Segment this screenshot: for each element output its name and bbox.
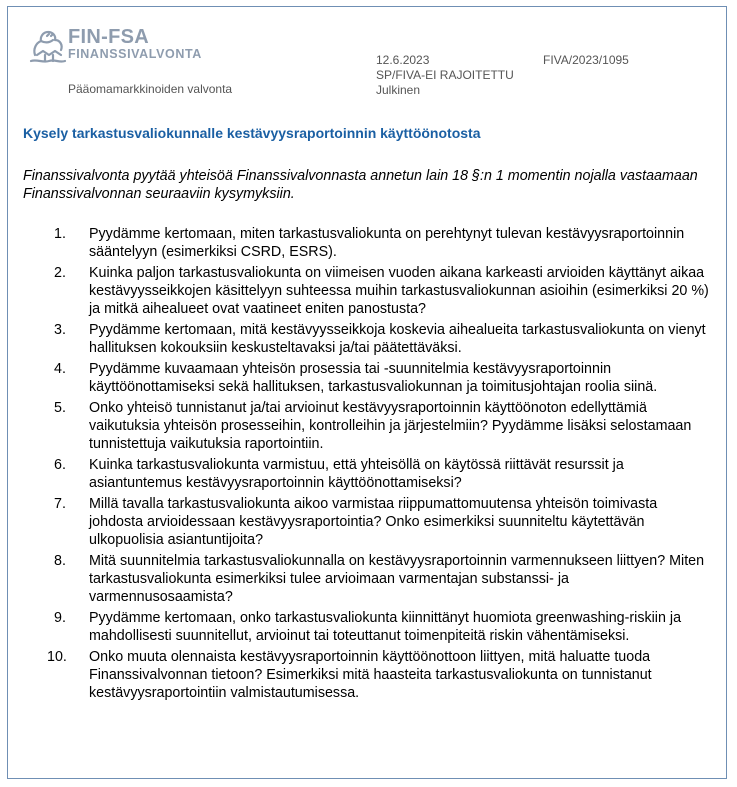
question-item: [23, 609, 715, 645]
classification: SP/FIVA-EI RAJOITETTU: [376, 68, 514, 82]
logo-wordmark: FIN-FSA: [68, 26, 149, 48]
question-item: [23, 456, 715, 492]
logo-subtitle: FINANSSIVALVONTA: [68, 47, 202, 61]
question-text: Onko muuta olennaista kestävyysraportoinnin käyttöönottoon liittyen, mitä haluatte tuoda Finanssivalvonnan tietoon? Esimerkiksi mitä haasteita tarkastusvaliokunta on tunnistanut kestävyysraportointiin valmistautumisessa.: [89, 649, 652, 701]
reference-number: FIVA/2023/1095: [543, 53, 629, 67]
question-number: 5.: [54, 400, 66, 416]
question-item: [23, 495, 715, 549]
question-text: Onko yhteisö tunnistanut ja/tai arvioinut kestävyysraportoinnin käyttöönoton edellyttämiä vaikutuksia yhteisön prosesseihin, kontrolleihin ja järjestelmiin? Pyydämme lisäksi selostamaan tunnistettuja vaikutuksia raportointiin.: [89, 400, 692, 452]
question-item: [23, 264, 715, 318]
question-number: 9.: [54, 610, 66, 626]
question-text: Pyydämme kertomaan, miten tarkastusvaliokunta on perehtynyt tulevan kestävyysraportoinnin sääntelyyn (esimerkiksi CSRD, ESRS).: [89, 226, 685, 260]
question-text: Mitä suunnitelmia tarkastusvaliokunnalla on kestävyysraportoinnin varmennukseen liittyen? Miten tarkastusvaliokunta esimerkiksi tulee arvioimaan varmentajan substanssi- ja varmennusosaamista?: [89, 553, 705, 605]
question-item: [23, 552, 715, 606]
question-number: 7.: [54, 496, 66, 512]
question-item: [23, 399, 715, 453]
question-text: Kuinka paljon tarkastusvaliokunta on viimeisen vuoden aikana karkeasti arvioiden käyttänyt aikaa kestävyysseikkojen käsittelyyn suhteessa muihin tarkastusvaliokunnan asioihin (esimerkiksi 20 %) ja mitkä aihealueet ovat vaatineet eniten panostusta?: [89, 265, 709, 317]
question-item: [23, 360, 715, 396]
question-list: [23, 225, 715, 705]
document-date: 12.6.2023: [376, 53, 430, 67]
question-number: 1.: [54, 226, 66, 242]
fin-fsa-lion-logo: [27, 25, 67, 67]
question-text: Pyydämme kuvaamaan yhteisön prosessia tai -suunnitelmia kestävyysraportoinnin käyttöönottamiseksi sekä hallituksen, tarkastusvaliokunnan ja toimitusjohtajan roolia siinä.: [89, 361, 658, 395]
department-name: Pääomamarkkinoiden valvonta: [68, 82, 233, 96]
question-number: 8.: [54, 553, 66, 569]
question-text: Pyydämme kertomaan, onko tarkastusvaliokunta kiinnittänyt huomiota greenwashing-riskiin ja mahdollisesti suunnitellut, arvioinut tai toteuttanut toimenpiteitä riskin vähentämiseksi.: [89, 610, 682, 644]
question-number: 10.: [47, 649, 67, 665]
question-item: [23, 225, 715, 261]
question-item: [23, 648, 715, 702]
question-item: [23, 321, 715, 357]
question-text: Pyydämme kertomaan, mitä kestävyysseikkoja koskevia aihealueita tarkastusvaliokunta on vienyt hallituksen kokouksiin keskusteltavaksi ja/tai päätettäväksi.: [89, 322, 706, 356]
question-text: Kuinka tarkastusvaliokunta varmistuu, että yhteisöllä on käytössä riittävät resurssit ja asiantuntemus kestävyysraportoinnin käyttöönottamiseksi?: [89, 457, 624, 491]
question-number: 4.: [54, 361, 66, 377]
question-number: 3.: [54, 322, 66, 338]
question-text: Millä tavalla tarkastusvaliokunta aikoo varmistaa riippumattomuutensa yhteisön toimivasta johdosta arvioidessaan kestävyysraportointia? Onko esimerkiksi suunniteltu käytettävän ulkopuolisia asiantuntijoita?: [89, 496, 658, 548]
document-title: Kysely tarkastusvaliokunnalle kestävyysraportoinnin käyttöönotosta: [23, 125, 481, 141]
question-number: 2.: [54, 265, 66, 281]
publicity-level: Julkinen: [376, 83, 421, 97]
intro-paragraph: Finanssivalvonta pyytää yhteisöä Finanssivalvonnasta annetun lain 18 §:n 1 momentin nojalla vastaamaan Finanssivalvonnan seuraaviin kysymyksiin.: [23, 168, 698, 202]
question-number: 6.: [54, 457, 66, 473]
